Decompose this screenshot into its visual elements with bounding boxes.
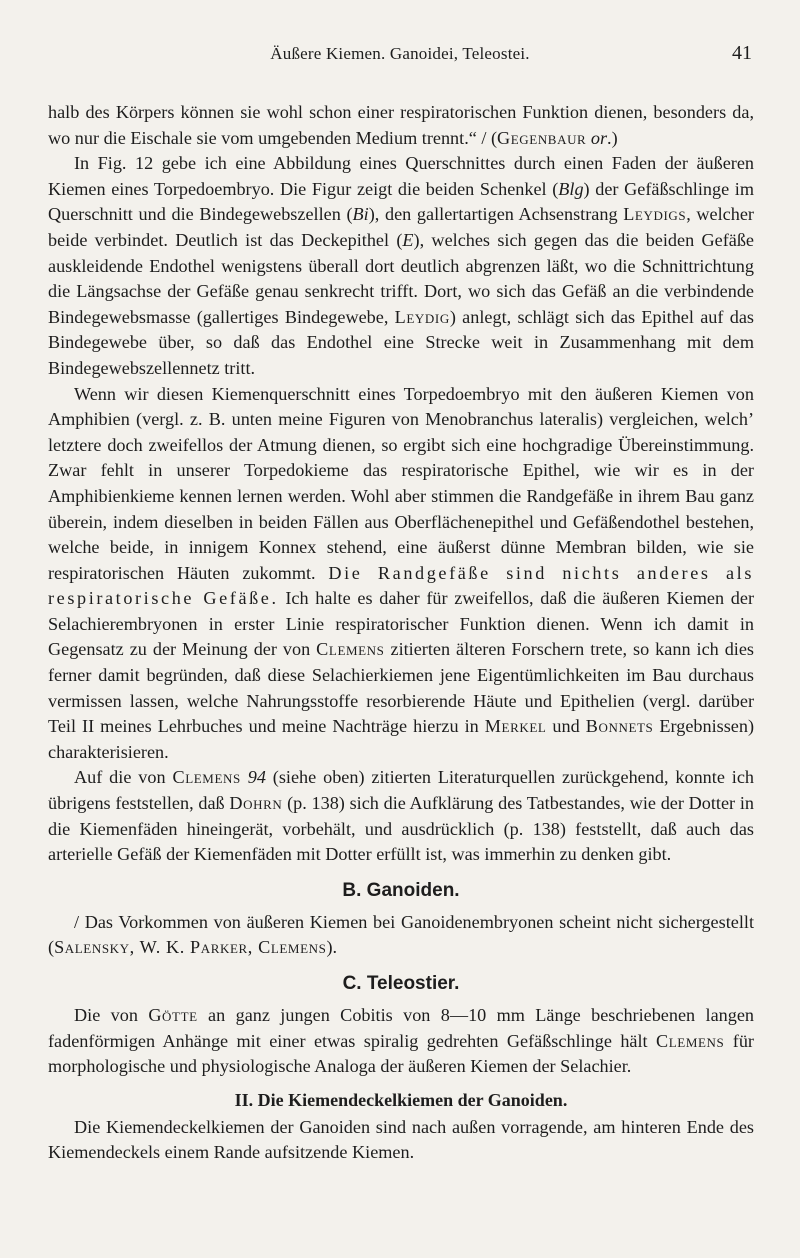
text-run: und [546, 716, 586, 737]
paragraph-2 [48, 151, 754, 381]
author-name: Leydig [394, 306, 450, 327]
figure-label: E [402, 229, 414, 250]
text-run: Auf die von [74, 767, 173, 788]
text-run: In Fig. 12 gebe ich eine Abbildung eines Querschnittes durch einen Faden der äußeren Kiemen eines Torpedoembryo. Die Figur zeigt die beiden Schenkel ( [48, 153, 754, 199]
page-number: 41 [732, 42, 752, 64]
text-run: Wenn wir diesen Kiemenquerschnitt eines Torpedoembryo mit den äußeren Kiemen von Amphibien (vergl. z. B. unten meine Figuren von Menobranchus lateralis) vergleichen, welch’ letztere doch zweifellos der Atmung dienen, so ergibt sich eine hochgradige Übereinstimmung. Zwar fehlt in unserer Torpedokieme das respiratorische Epithel, wie wir es in der Amphibienkieme kennen lernen werden. Wohl aber stimmen die Randgefäße in ihrem Bau ganz überein, indem dieselben in beiden Fällen aus Oberflächenepithel und Gefäßendothel bestehen, welche beide, in innigem Konnex stehend, eine äußerst dünne Membran bilden, wie sie respiratorischen Häuten zukommt. [48, 383, 754, 583]
paragraph-ganoiden [48, 910, 754, 961]
figure-label: Bi [352, 204, 369, 225]
page-body [48, 100, 754, 1166]
text-run: (siehe oben) zitierten Literaturquellen zurückgehend, konnte ich übrigens feststellen, daß [48, 767, 754, 814]
author-name: Merkel [484, 716, 547, 737]
section-heading-kiemendeckelkiemen: II. Die Kiemendeckelkiemen der Ganoiden. [234, 1089, 568, 1110]
text-run: Ergebnissen) charakterisieren. [48, 716, 755, 762]
text-run: ) der Gefäßschlinge im Querschnitt und die Bindegewebszellen ( [48, 178, 754, 225]
text-run: (p. 138) sich die Aufklärung des Tatbestandes, wie der Dotter in die Kiemenfäden hineingerät, vorbehält, und ausdrücklich (p. 138) feststellt, daß auch das arterielle Gefäß der Kiemenfäden mit Dotter erfüllt ist, was immerhin zu denken gibt. [48, 793, 754, 865]
text-run: ), den gallertartigen Achsenstrang [368, 204, 624, 225]
figure-label: Blg [558, 178, 584, 199]
author-name: Götte [148, 1005, 198, 1025]
paragraph-4 [48, 765, 754, 867]
author-name: Leydigs [623, 204, 687, 225]
author-names: Salensky, W. K. Parker, Clemens [54, 937, 327, 958]
text-run: / Das Vorkommen von äußeren Kiemen bei Ganoidenembryonen scheint nicht sichergestellt ( [48, 911, 754, 958]
text-run: ), welches sich gegen das die beiden Gefäße auskleidende Endothel wenigstens überall dort deutlich abgrenzen läßt, wo die Schnittrichtung die Längsachse der Gefäße genau senkrecht trifft. Dort, wo sich das Gefäß an die verbindende Bindegewebsmasse (gallertiges Bindegewebe, [48, 229, 754, 327]
paragraph-3 [48, 382, 754, 766]
author-name: Clemens [656, 1030, 725, 1051]
text-run: Die von [74, 1005, 149, 1025]
text-run: zitierten älteren Forschern trete, so kann ich dies ferner damit begründen, daß diese Selachierkiemen jene Eigentümlichkeiten im Bau durchaus vermissen lassen, welche Nahrungsstoffe resorbierende Häute und Epithelien (vergl. darüber Teil II meines Lehrbuches und meine Nachträge hierzu in [48, 639, 755, 737]
section-heading-ganoiden: B. Ganoiden. [342, 879, 460, 901]
text-run: , welcher beide verbindet. Deutlich ist das Deckepithel ( [48, 204, 754, 250]
text-run: Ich halte es daher für zweifellos, daß die äußeren Kiemen der Selachierembryonen in erster Linie respiratorischer Funktion dienen. Wenn ich damit in Gegensatz zu der Meinung der von [48, 588, 755, 660]
text-run: an ganz jungen Cobitis von 8—10 mm Länge beschriebenen langen fadenförmigen Anhänge mit einer etwas spiralig gedrehten Gefäßschlinge hält [48, 1005, 754, 1051]
reference-number: 94 [247, 767, 266, 788]
author-name: Gegenbaur [497, 127, 587, 148]
paragraph-1 [48, 100, 754, 151]
author-name: Bonnets [585, 716, 654, 737]
paragraph-teleostier [48, 1003, 754, 1080]
text-run: ) anlegt, schlägt sich das Epithel auf das Bindegewebe über, so daß das Endothel eine Strecke weit in Zusammenhang mit dem Bindegewebszellennetz tritt. [48, 306, 754, 378]
section-heading-teleostier: C. Teleostier. [342, 973, 460, 994]
emphasized-statement: Die Randgefäße sind nichts anderes als respiratorische Gefäße. [48, 562, 754, 609]
text-run: .) [607, 127, 618, 148]
author-name: Clemens [172, 767, 241, 788]
author-name: Clemens [316, 639, 385, 660]
author-name: Dohrn [229, 793, 283, 814]
running-head: Äußere Kiemen. Ganoidei, Teleostei. [270, 44, 530, 63]
text-run: ). [326, 937, 338, 958]
text-run: halb des Körpers können sie wohl schon einer respiratorischen Funktion dienen, besonders da, wo nur die Eischale sie vom umgebenden Medium trennt.“ / ( [48, 102, 754, 148]
reference-number: or [590, 127, 608, 148]
paragraph-kiemendeckelkiemen: Die Kiemendeckelkiemen der Ganoiden sind nach außen vorragende, am hinteren Ende des Kiemendeckels einem Rande aufsitzende Kiemen. [48, 1116, 754, 1163]
text-run: für morphologische und physiologische Analoga der äußeren Kiemen der Selachier. [48, 1030, 754, 1077]
